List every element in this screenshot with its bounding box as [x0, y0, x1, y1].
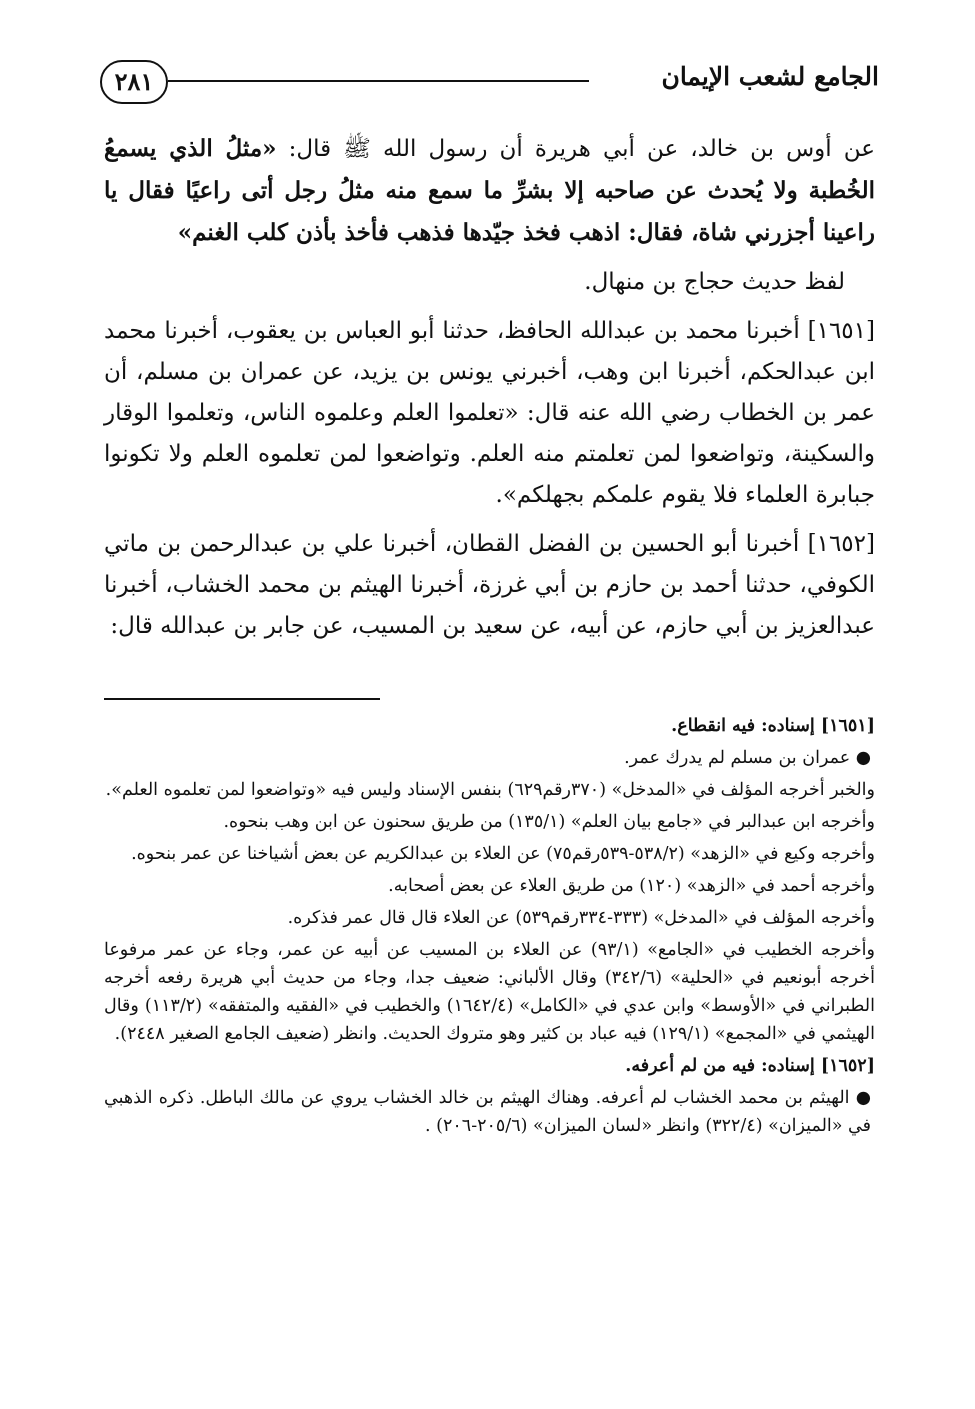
page-number-badge: ٢٨١ — [100, 60, 168, 104]
footnote-1651-line: وأخرجه المؤلف في «المدخل» (٣٣٣-٣٣٤رقم٥٣٩) عن العلاء قال قال عمر فذكره. — [287, 908, 875, 928]
footnote-1651-heading: [١٦٥١] إسناده: فيه انقطاع. — [671, 716, 875, 736]
footnote-1652-heading: [١٦٥٢] إسناده: فيه من لم أعرفه. — [625, 1056, 875, 1076]
running-title: الجامع لشعب الإيمان — [661, 62, 879, 91]
footnote-1652-bullet: ● الهيثم بن محمد الخشاب لم أعرفه. وهناك الهيثم بن خالد الخشاب يروي عن مالك الباطل. ذكره الذهبي في «الميزان» (٣٢٢/٤) وانظر «لسان الميزان» (٢٠٥/٦-٢٠٦) . — [104, 1088, 871, 1136]
main-text — [104, 128, 875, 655]
hadith-quote: «مثلُ الذي يسمعُ الخُطبة ولا يُحدث عن صاحبه إلا بشرِّ ما سمع منه مثلُ رجل أتى راعيًا فقال يا راعينا أجزرني شاة، فقال: اذهب فخذ جيّدها فذهب فأخذ بأذن كلب الغنم» — [104, 135, 875, 246]
footnote-1651-line: والخبر أخرجه المؤلف في «المدخل» (٣٧٠رقم٦٢٩) بنفس الإسناد وليس فيه «وتواضعوا لمن تعلموه العلم». — [105, 780, 875, 800]
hadith-1652: [١٦٥٢] أخبرنا أبو الحسين بن الفضل القطان، أخبرنا علي بن عبدالرحمن بن ماتي الكوفي، حدثنا أحمد بن حازم بن أبي غرزة، أخبرنا الهيثم بن محمد الخشاب، أخبرنا عبدالعزيز بن أبي حازم، عن أبيه، عن سعيد بن المسيب، عن جابر بن عبدالله قال: — [104, 531, 875, 639]
footnote-1651-bullet: ● عمران بن مسلم لم يدرك عمر. — [624, 748, 871, 768]
footnote-1651-line: وأخرجه ابن عبدالبر في «جامع بيان العلم» (١٣٥/١) من طريق سحنون عن ابن وهب بنحوه. — [223, 812, 875, 832]
hadith-1651: [١٦٥١] أخبرنا محمد بن عبدالله الحافظ، حدثنا أبو العباس بن يعقوب، أخبرنا محمد ابن عبدالحكم، أخبرنا ابن وهب، أخبرني يونس بن يزيد، عن عمران بن مسلم، أن عمر بن الخطاب رضي الله عنه قال: «تعلموا العلم وعلموه الناس، وتعلموا الوقار والسكينة، وتواضعوا لمن تعلمتم منه العلم. وتواضعوا لمن تعلموه العلم ولا تكونوا جبابرة العلماء فلا يقوم علمكم بجهلكم». — [104, 318, 875, 508]
hadith-paragraph-1 — [104, 128, 875, 254]
footnote-divider — [104, 698, 380, 700]
narration-note: لفظ حديث حجاج بن منهال. — [584, 269, 845, 295]
hadith-intro: عن أوس بن خالد، عن أبي هريرة أن رسول الله ﷺ قال: — [288, 136, 875, 162]
footnotes — [104, 712, 875, 1144]
footnote-1651-line: وأخرجه الخطيب في «الجامع» (٩٣/١) عن العلاء بن المسيب عن أبيه عن عمر، وجاء عن عمر مرفوعا أخرجه أبونعيم في «الحلية» (٣٤٢/٦) وقال الألباني: ضعيف جدا، وجاء من حديث أبي هريرة رفعه أخرجه الطبراني في «الأوسط» وابن عدي في «الكامل» (١٦٤٢/٤) والخطيب في «الفقيه والمتفقه» (١١٣/٢) وقال الهيثمي في «المجمع» (١٢٩/١) فيه عباد بن كثير وهو متروك الحديث. وانظر (ضعيف الجامع الصغير ٢٤٤٨). — [104, 940, 875, 1044]
header-rule — [168, 80, 589, 82]
footnote-1651-line: وأخرجه وكيع في «الزهد» (٥٣٨/٢-٥٣٩رقم٧٥) عن العلاء بن عبدالكريم عن بعض أشياخنا عن عمر بنحوه. — [131, 844, 875, 864]
footnote-1651-line: وأخرجه أحمد في «الزهد» (١٢٠) من طريق العلاء عن بعض أصحابه. — [388, 876, 875, 896]
page-header — [100, 54, 879, 110]
